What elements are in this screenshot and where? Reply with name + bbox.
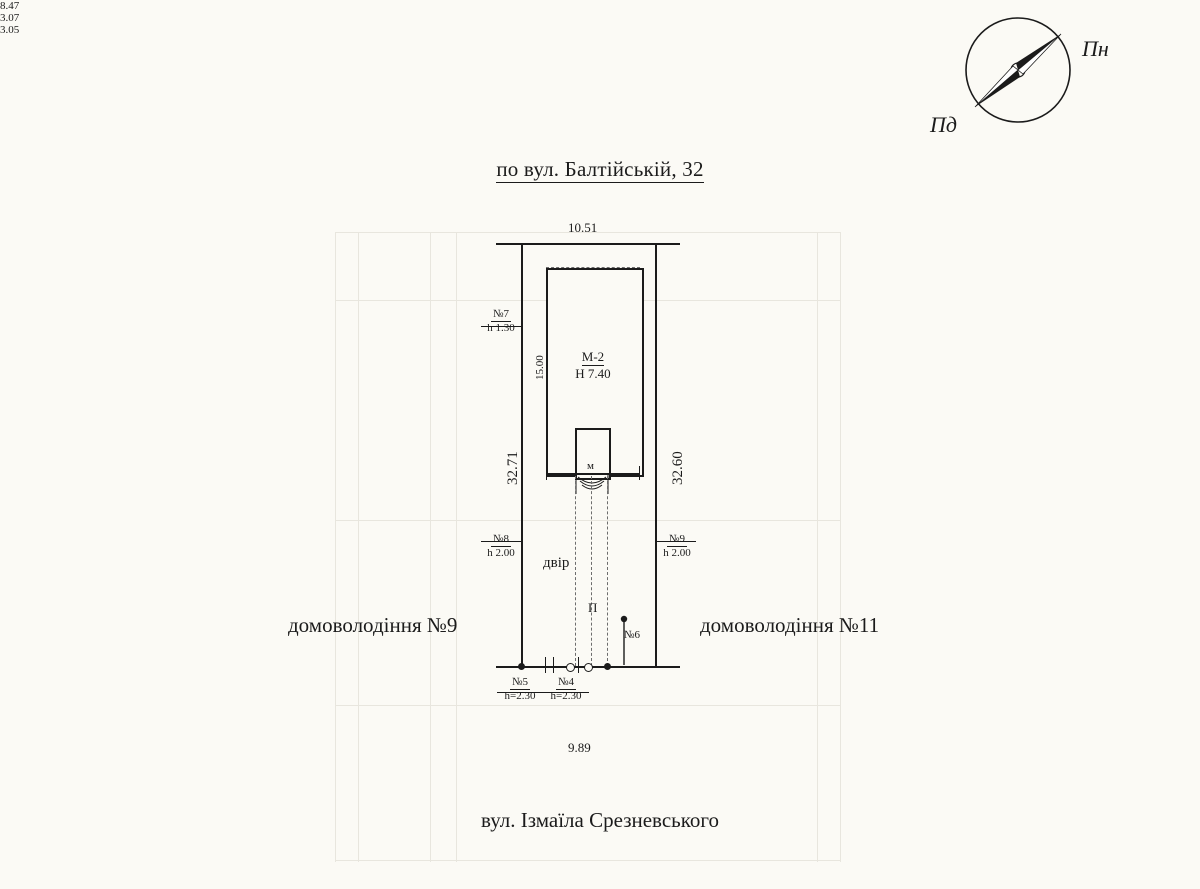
marker-9 bbox=[654, 533, 700, 559]
ghost-line bbox=[430, 232, 431, 862]
building-code: М-2 bbox=[582, 349, 604, 366]
passage-center-line bbox=[591, 476, 592, 666]
dim-building-width: 8.47 bbox=[0, 0, 20, 12]
ghost-line bbox=[840, 232, 841, 862]
marker-7-label: №7 bbox=[493, 308, 509, 320]
marker-5-height: h=2.30 bbox=[504, 689, 536, 702]
page-title bbox=[0, 157, 1200, 182]
neighbour-left-label: домоволодіння №9 bbox=[288, 613, 458, 637]
dim-porch-left: 3.07 bbox=[0, 12, 20, 24]
marker-8-height: h 2.00 bbox=[487, 546, 515, 559]
porch-label: м bbox=[587, 460, 594, 472]
fence-post-right bbox=[604, 663, 611, 670]
marker-8-label: №8 bbox=[493, 533, 509, 545]
compass bbox=[930, 12, 1130, 137]
dim-top-width: 10.51 bbox=[568, 220, 598, 235]
fence-tick-1 bbox=[545, 657, 546, 673]
dim-bottom-width: 9.89 bbox=[568, 740, 591, 755]
dim-building-width-guide bbox=[546, 267, 640, 268]
marker-5-label: №5 bbox=[512, 676, 528, 688]
marker-7 bbox=[478, 308, 524, 334]
dim-left-side: 32.71 bbox=[505, 451, 521, 485]
passage-label: П bbox=[588, 600, 598, 615]
top-boundary-line-right bbox=[640, 243, 680, 245]
building-height: Н 7.40 bbox=[575, 366, 611, 382]
passage-right-edge bbox=[607, 476, 608, 666]
dim-right-side: 32.60 bbox=[670, 451, 686, 485]
marker-6 bbox=[624, 629, 654, 642]
fence-tick-2 bbox=[553, 657, 554, 673]
yard-label: двір bbox=[543, 555, 570, 571]
gate-post-right bbox=[584, 663, 593, 672]
tick-building-left bbox=[546, 466, 547, 480]
page-title-text: по вул. Балтійській, 32 bbox=[496, 157, 704, 181]
fence-post-left bbox=[518, 663, 525, 670]
dim-building-depth: 15.00 bbox=[534, 355, 546, 380]
compass-rose-icon bbox=[930, 12, 1130, 137]
marker-9-height: h 2.00 bbox=[663, 546, 691, 559]
dim-porch-right: 3.05 bbox=[0, 24, 20, 36]
marker-4-label: №4 bbox=[558, 676, 574, 688]
fence-tick-3 bbox=[578, 657, 579, 673]
marker-8 bbox=[478, 533, 524, 559]
right-boundary-line bbox=[655, 243, 657, 668]
marker-7-height: h 1.30 bbox=[487, 321, 515, 334]
bottom-street-label: вул. Ізмаїла Срезневського bbox=[481, 808, 719, 832]
compass-south-label: Пд bbox=[930, 112, 958, 137]
ghost-line bbox=[335, 860, 841, 861]
gate-post-left bbox=[566, 663, 575, 672]
neighbour-right-label: домоволодіння №11 bbox=[700, 613, 880, 637]
ghost-line bbox=[456, 232, 457, 862]
ghost-line bbox=[335, 232, 336, 862]
building-label bbox=[546, 349, 640, 383]
ghost-line bbox=[817, 232, 818, 862]
marker-6-label: №6 bbox=[624, 629, 640, 641]
ghost-line bbox=[358, 232, 359, 862]
marker-4-height: h=2.30 bbox=[550, 689, 582, 702]
ghost-line bbox=[335, 705, 841, 706]
passage-left-edge bbox=[575, 476, 576, 666]
marker-4 bbox=[541, 676, 591, 702]
ghost-line bbox=[335, 520, 841, 521]
marker-9-label: №9 bbox=[669, 533, 685, 545]
marker-5 bbox=[495, 676, 545, 702]
porch-stairs-icon bbox=[574, 474, 610, 496]
compass-north-label: Пн bbox=[1082, 36, 1109, 61]
tick-building-right bbox=[639, 466, 640, 480]
